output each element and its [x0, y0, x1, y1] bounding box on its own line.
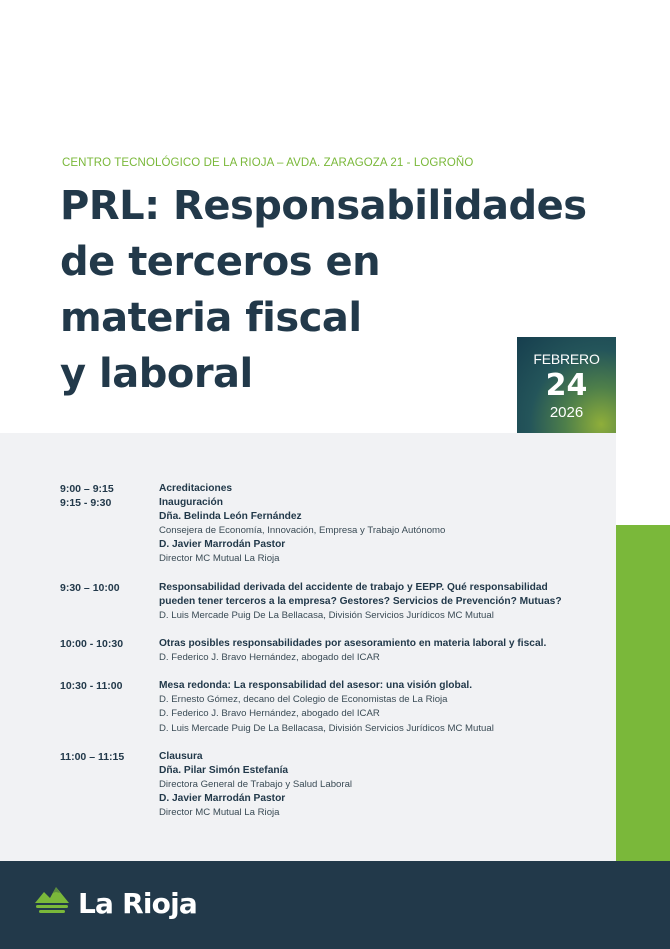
- speaker-name: Dña. Belinda León Fernández: [159, 511, 302, 522]
- speaker-role: Consejera de Economía, Innovación, Empresa y Trabajo Autónomo: [159, 525, 446, 536]
- agenda-time: 9:00 – 9:15: [60, 483, 114, 495]
- title-line: PRL: Responsabilidades: [60, 183, 587, 229]
- agenda-details: [159, 637, 610, 665]
- agenda-details: [159, 482, 610, 496]
- speaker-role: Director MC Mutual La Rioja: [159, 807, 280, 819]
- agenda-heading: Clausura: [159, 751, 203, 763]
- agenda-item: [60, 581, 610, 623]
- speaker-role: D. Federico J. Bravo Hernández, abogado del ICAR: [159, 708, 380, 720]
- speaker-role: D. Luis Mercade Puig De La Bellacasa, División Servicios Jurídicos MC Mutual: [159, 722, 494, 734]
- agenda-heading: pueden tener terceros a la empresa? Gestores? Servicios de Prevención? Mutuas?: [159, 595, 562, 607]
- agenda-heading: Inauguración: [159, 497, 223, 508]
- speaker-role: D. Federico J. Bravo Hernández, abogado del ICAR: [159, 651, 380, 663]
- agenda-heading: Otras posibles responsabilidades por asesoramiento en materia laboral y fiscal.: [159, 637, 547, 649]
- agenda-item: [60, 750, 610, 821]
- date-badge: [517, 337, 616, 434]
- speaker-role: Directora General de Trabajo y Salud Laboral: [159, 779, 353, 791]
- footer: [0, 861, 670, 949]
- agenda-list: [60, 482, 610, 835]
- agenda-details: [159, 750, 610, 821]
- speaker-name: D. Javier Marrodán Pastor: [159, 539, 286, 551]
- date-month: FEBRERO: [533, 351, 600, 367]
- agenda-time: 9:30 – 10:00: [60, 581, 120, 594]
- agenda-item: [60, 482, 610, 496]
- title-line: de terceros en: [60, 239, 381, 285]
- agenda-item: [60, 496, 610, 567]
- agenda-item: [60, 637, 610, 665]
- logo-text: La Rioja: [78, 887, 197, 920]
- agenda-details: [159, 581, 610, 623]
- agenda-heading: Responsabilidad derivada del accidente de trabajo y EEPP. Qué responsabilidad: [159, 581, 548, 593]
- decorative-green-bar: [616, 525, 670, 861]
- speaker-name: D. Javier Marrodán Pastor: [159, 793, 286, 805]
- speaker-role: Director MC Mutual La Rioja: [159, 553, 280, 565]
- agenda-details: [159, 679, 610, 736]
- speaker-name: Dña. Pilar Simón Estefanía: [159, 765, 289, 777]
- date-day: 24: [545, 368, 588, 403]
- agenda-item: [60, 679, 610, 736]
- agenda-heading: Acreditaciones: [159, 483, 233, 494]
- agenda-time: 10:30 - 11:00: [60, 680, 123, 693]
- agenda-time: 10:00 - 10:30: [60, 637, 124, 650]
- location-text: CENTRO TECNOLÓGICO DE LA RIOJA – AVDA. ZARAGOZA 21 - LOGROÑO: [62, 157, 474, 169]
- title-line: materia fiscal: [60, 295, 362, 341]
- speaker-role: D. Ernesto Gómez, decano del Colegio de Economistas de La Rioja: [159, 694, 448, 706]
- agenda-time: 11:00 – 11:15: [60, 751, 125, 764]
- date-year: 2026: [549, 404, 584, 421]
- la-rioja-mountains-icon: [34, 883, 70, 917]
- agenda-heading: Mesa redonda: La responsabilidad del asesor: una visión global.: [159, 680, 473, 692]
- title-line: y laboral: [60, 351, 253, 397]
- agenda-time: 9:15 - 9:30: [60, 497, 112, 509]
- agenda-details: [159, 496, 610, 567]
- speaker-role: D. Luis Mercade Puig De La Bellacasa, División Servicios Jurídicos MC Mutual: [159, 609, 494, 621]
